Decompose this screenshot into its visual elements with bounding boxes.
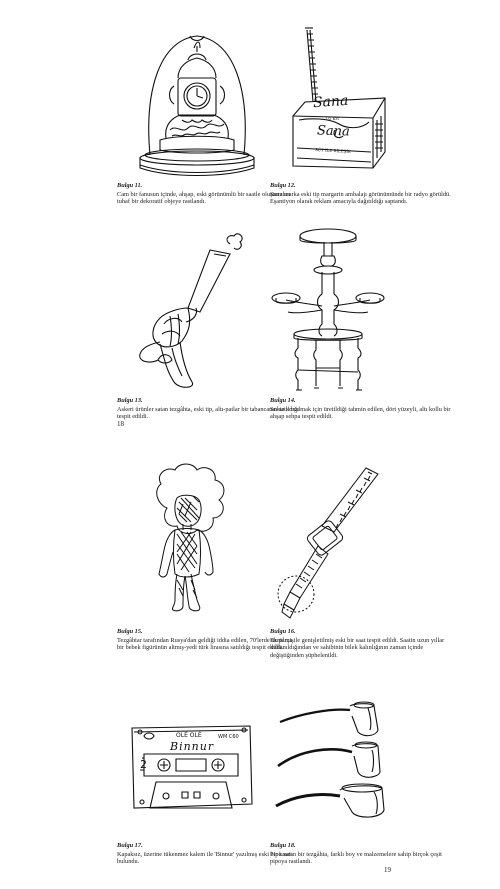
caption-text: Pipo satan bir tezgâhta, farklı boy ve malzemelere sahip birçok çeşit pipoya rastlandı. <box>270 850 442 866</box>
cassette-brand-label: OLÉ OLÉ <box>176 732 202 739</box>
caption-bulgu-14 <box>270 397 455 421</box>
caption-text: Kapaksız, üzerine tükenmez kalem ile 'Binnur' yazılmış eski bir kaset bulundu. <box>117 850 293 866</box>
radio-weight-label: 1/2 KG <box>325 116 339 121</box>
caption-bulgu-18 <box>270 842 455 866</box>
caption-title: Bulgu 18. <box>270 842 296 849</box>
caption-text: Sokte konulmak için üretildiği tahmin edilen, dört yüzeyli, altı kollu bir ahşap sehpa tespit edildi. <box>270 405 451 421</box>
caption-title: Bulgu 14. <box>270 397 296 404</box>
caption-title: Bulgu 17. <box>117 842 143 849</box>
tobacco-pipes-drawing <box>270 700 390 820</box>
radio-brand-label-2: Sana <box>316 123 351 140</box>
caption-bulgu-12 <box>270 182 455 206</box>
caption-text: Askeri ürünler satan tezgâhta, eski tip, altı-patlar bir tabancanın satıldığı tespit edildi. <box>117 405 300 421</box>
caption-title: Bulgu 12. <box>270 182 296 189</box>
caption-title: Bulgu 15. <box>117 628 143 635</box>
caption-title: Bulgu 11. <box>117 182 143 189</box>
wooden-plant-stand-drawing <box>268 222 398 394</box>
extended-wristwatch-drawing <box>270 462 395 622</box>
caption-title: Bulgu 16. <box>270 628 296 635</box>
cassette-handwritten-label: Binnur <box>170 740 215 753</box>
caption-text: Tezgâhtar tarafından Rusya'dan geldiği iddia edilen, 70'lerde üretilmiş bir bebek figürünün altmış-yedi türk lirasına satıldığı tespit edildi. <box>117 636 294 652</box>
caption-title: Bulgu 13. <box>117 397 143 404</box>
cassette-side-label: 2 <box>140 758 147 771</box>
caption-text: Sana marka eski tip margarin ambalajı görünümünde bir radyo görüldü. Eşantiyon olarak reklam amacıyla dağıtıldığı saptandı. <box>270 190 451 206</box>
radio-sub-label: SÜT İLE BİLEŞİK <box>314 147 351 154</box>
revolver-drawing <box>130 232 250 392</box>
caption-text: Ek parça ile genişletilmiş eski bir saat tespit edildi. Saatin uzun yıllar kullanıldığından ve sahibinin bilek kalınlığının zaman içinde değiştiğinden şüphelenildi. <box>270 636 445 659</box>
clock-under-glass-dome-drawing <box>130 30 265 178</box>
caption-text: Cam bir fanusun içinde, ahşap, eski görünümlü bir saatle oluşturulan tuhaf bir dekoratif objeye rastlandı. <box>117 190 291 206</box>
sana-radio-drawing <box>285 20 395 170</box>
caption-bulgu-16 <box>270 628 455 659</box>
page-number-right: 19 <box>384 866 391 874</box>
cassette-tape-drawing <box>126 722 256 814</box>
cassette-model-label: WM C60 <box>218 734 239 740</box>
page-number-left: 18 <box>117 420 124 428</box>
radio-brand-label: Sana <box>312 92 349 112</box>
doll-drawing <box>135 468 250 616</box>
